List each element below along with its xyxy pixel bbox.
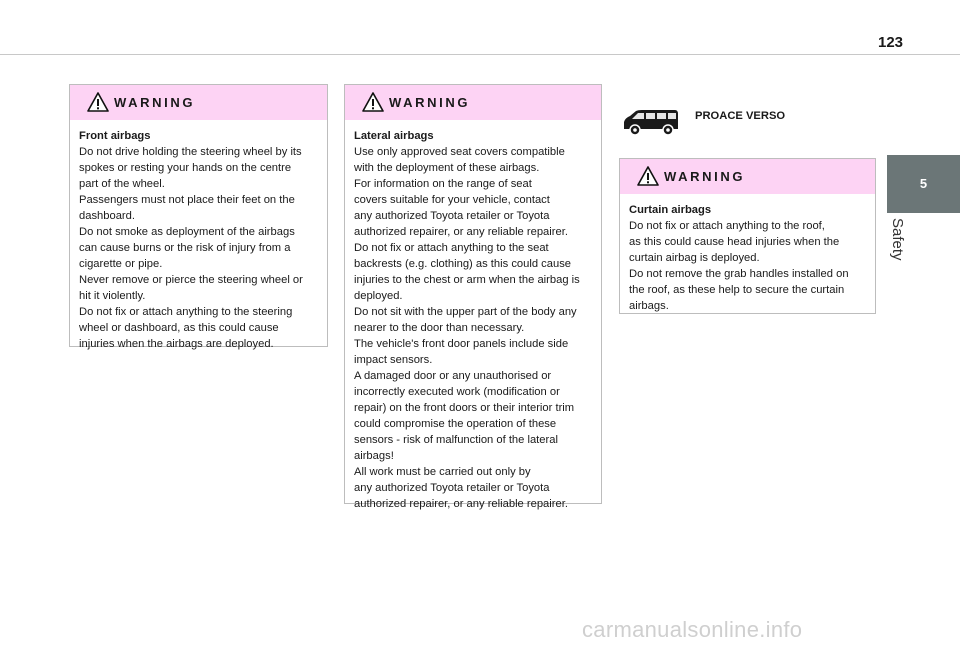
vehicle-label: PROACE VERSO: [695, 110, 786, 122]
van-icon: [622, 108, 680, 138]
header-divider: [0, 54, 960, 55]
warning-triangle-icon: [637, 166, 659, 186]
page-number: 123: [878, 34, 904, 51]
warning-text-line: deployed.: [354, 290, 403, 302]
warning-text-line: The vehicle's front door panels include side: [354, 338, 569, 350]
warning-text-line: the roof, as these help to secure the curtain: [629, 284, 845, 296]
warning-box-front-airbags: [69, 84, 328, 350]
warning-heading: Lateral airbags: [354, 130, 434, 142]
warning-text-line: airbags!: [354, 450, 394, 462]
warning-text-line: dashboard.: [79, 210, 135, 222]
warning-body: [70, 120, 327, 360]
chapter-label: [884, 218, 914, 278]
warning-text-line: authorized repairer, or any reliable repairer.: [354, 226, 568, 238]
warning-text-line: repair) on the front doors or their interior trim: [354, 402, 575, 414]
warning-text-line: covers suitable for your vehicle, contact: [354, 194, 550, 206]
warning-title: WARNING: [389, 95, 471, 110]
warning-text-line: All work must be carried out only by: [354, 466, 531, 478]
warning-text-line: spokes or resting your hands on the centre: [79, 162, 292, 174]
warning-text-line: curtain airbag is deployed.: [629, 252, 760, 264]
warning-text-line: airbags.: [629, 300, 669, 312]
warning-body: [345, 120, 601, 520]
chapter-number: 5: [919, 176, 928, 191]
warning-box-lateral-airbags: [344, 84, 602, 510]
warning-body: [620, 194, 875, 322]
warning-text-line: Do not drive holding the steering wheel by its: [79, 146, 302, 158]
warning-header: [620, 159, 875, 194]
warning-triangle-icon: [87, 92, 109, 112]
warning-text-line: incorrectly executed work (modification or: [354, 386, 560, 398]
warning-text-line: as this could cause head injuries when the: [629, 236, 840, 248]
chapter-label-text: Safety: [889, 218, 906, 261]
warning-box-curtain-airbags: [619, 158, 876, 314]
warning-text-line: any authorized Toyota retailer or Toyota: [354, 210, 550, 222]
chapter-tab[interactable]: [887, 155, 960, 213]
warning-triangle-icon: [362, 92, 384, 112]
warning-text-line: impact sensors.: [354, 354, 433, 366]
warning-text-line: with the deployment of these airbags.: [354, 162, 540, 174]
warning-text-line: Passengers must not place their feet on the: [79, 194, 295, 206]
warning-text-line: authorized repairer, or any reliable repairer.: [354, 498, 568, 510]
warning-heading: Curtain airbags: [629, 204, 712, 216]
warning-text-line: part of the wheel.: [79, 178, 165, 190]
warning-text-line: Do not smoke as deployment of the airbags: [79, 226, 295, 238]
warning-text-line: wheel or dashboard, as this could cause: [79, 322, 279, 334]
warning-text-line: injuries to the chest or arm when the airbag is: [354, 274, 580, 286]
warning-title: WARNING: [114, 95, 196, 110]
warning-title: WARNING: [664, 169, 746, 184]
warning-heading: Front airbags: [79, 130, 151, 142]
warning-text-line: hit it violently.: [79, 290, 146, 302]
warning-text-line: Never remove or pierce the steering wheel or: [79, 274, 303, 286]
warning-text-line: injuries when the airbags are deployed.: [79, 338, 274, 350]
warning-header: [70, 85, 327, 120]
warning-text-line: can cause burns or the risk of injury from a: [79, 242, 291, 254]
warning-text-line: Do not fix or attach anything to the steering: [79, 306, 293, 318]
warning-text-line: Do not remove the grab handles installed on: [629, 268, 849, 280]
warning-text-line: Do not fix or attach anything to the roof,: [629, 220, 825, 232]
warning-text-line: backrests (e.g. clothing) as this could cause: [354, 258, 572, 270]
watermark: carmanualsonline.info: [582, 617, 803, 642]
warning-text-line: could compromise the operation of these: [354, 418, 557, 430]
warning-text-line: any authorized Toyota retailer or Toyota: [354, 482, 550, 494]
warning-text-line: cigarette or pipe.: [79, 258, 163, 270]
warning-text-line: Use only approved seat covers compatible: [354, 146, 565, 158]
warning-header: [345, 85, 601, 120]
warning-text-line: Do not sit with the upper part of the body any: [354, 306, 577, 318]
warning-text-line: nearer to the door than necessary.: [354, 322, 525, 334]
warning-text-line: A damaged door or any unauthorised or: [354, 370, 552, 382]
warning-text-line: Do not fix or attach anything to the seat: [354, 242, 549, 254]
warning-text-line: For information on the range of seat: [354, 178, 532, 190]
warning-text-line: sensors - risk of malfunction of the lateral: [354, 434, 558, 446]
